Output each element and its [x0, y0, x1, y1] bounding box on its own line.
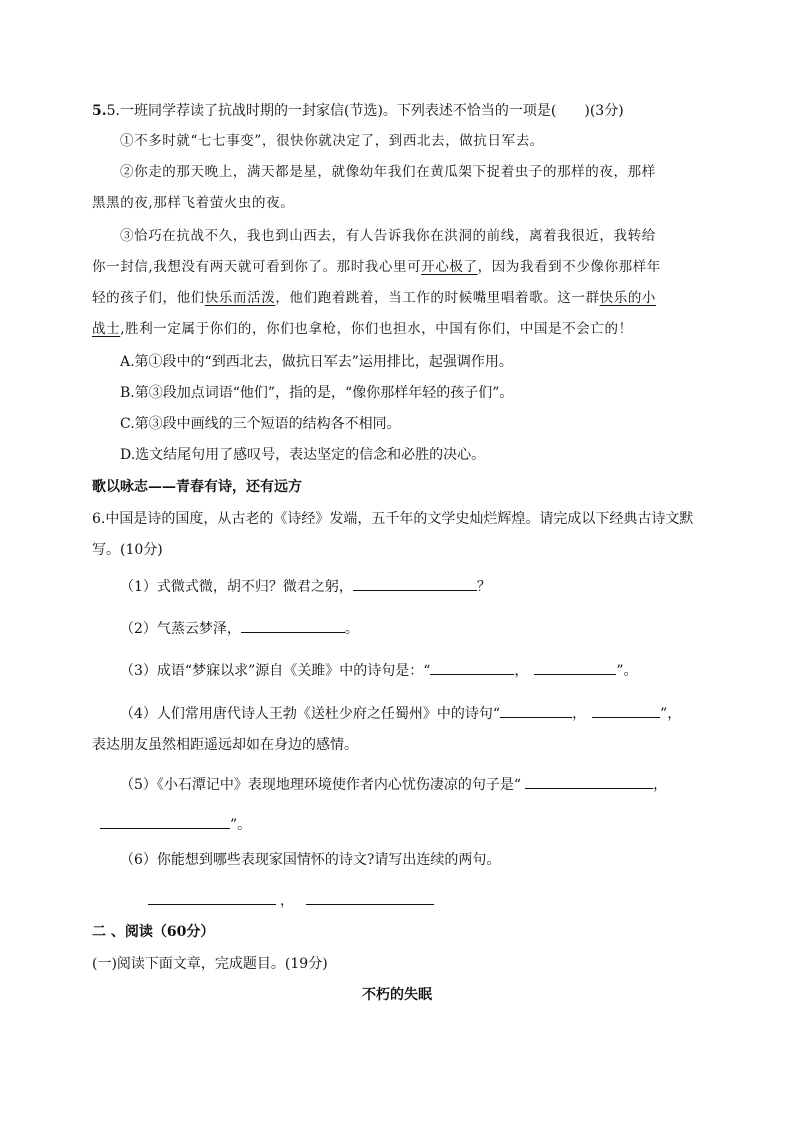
answer-blank-4b[interactable] [592, 703, 660, 718]
q6-item-1: （1）式微式微，胡不归？微君之躬， ？ [120, 576, 491, 597]
answer-blank-5a[interactable] [525, 774, 653, 789]
underlined-phrase-1: 开心极了 [421, 259, 478, 275]
q6-stem-a: 6.中国是诗的国度，从古老的《诗经》发端，五千年的文学史灿烂辉煌。请完成以下经典古诗文默 [92, 511, 694, 527]
q5-paragraph-2b: 黑黑的夜,那样飞着萤火虫的夜。 [92, 195, 295, 211]
q5-paragraph-1: ①不多时就“七七事变”，很快你就决定了，到西北去，做抗日军去。 [120, 133, 544, 149]
q5-option-b: B.第③段加点词语“他们”，指的是，“像你那样年轻的孩子们”。 [120, 385, 514, 401]
answer-blank-3a[interactable] [430, 660, 514, 675]
q5-paragraph-3d: 战士,胜利一定属于你们的，你们也拿枪，你们也担水，中国有你们，中国是不会亡的！ [92, 321, 633, 337]
answer-blank-3b[interactable] [534, 660, 616, 675]
q6-item-4: （4）人们常用唐代诗人王勃《送杜少府之任蜀州》中的诗句“ ， ”， [120, 703, 681, 724]
answer-blank-6a[interactable] [148, 890, 276, 905]
q6-item-5: （5）《小石潭记中》表现地理环境使作者内心忧伤凄凉的句子是“ ， [120, 774, 667, 795]
answer-blank-5b[interactable] [100, 814, 230, 829]
q5-option-a: A.第①段中的“到西北去，做抗日军去”运用排比，起强调作用。 [120, 354, 513, 370]
q6-item-2: （2）气蒸云梦泽， 。 [120, 618, 359, 639]
article-title: 不朽的失眠 [362, 987, 432, 1003]
section-reading-heading: 二 、阅读（60分） [92, 924, 215, 940]
answer-blank-2[interactable] [241, 618, 345, 633]
reading-subheading: (一)阅读下面文章，完成题目。(19分) [92, 956, 328, 972]
q6-item-3: （3）成语“梦寐以求”源自《关雎》中的诗句是：“ ， ”。 [120, 660, 638, 681]
q6-stem-b: 写。(10分) [92, 542, 163, 558]
underlined-phrase-3b: 战士 [92, 321, 121, 337]
q5-stem: 5.5.一班同学荐读了抗战时期的一封家信(节选)。下列表述不恰当的一项是( )(3分) [92, 103, 624, 119]
answer-blank-4a[interactable] [500, 703, 572, 718]
q5-paragraph-3b: 你一封信,我想没有两天就可看到你了。那时我心里可开心极了，因为我看到不少像你那样年 [92, 259, 661, 275]
answer-blank-1[interactable] [353, 576, 477, 591]
q5-option-c: C.第③段中画线的三个短语的结构各不相同。 [120, 416, 401, 432]
q6-item-5-continued: ”。 [100, 814, 251, 835]
q6-item-6: （6）你能想到哪些表现家国情怀的诗文?请写出连续的两句。 [120, 852, 501, 868]
q6-item-6-answers: ， [148, 890, 434, 911]
q6-item-4-continued: 表达朋友虽然相距遥远却如在身边的感情。 [92, 737, 358, 753]
q5-paragraph-3c: 轻的孩子们，他们快乐而活泼，他们跑着跳着，当工作的时候嘴里唱着歌。这一群快乐的小 [92, 290, 657, 306]
answer-blank-6b[interactable] [306, 890, 434, 905]
underlined-phrase-3a: 快乐的小 [599, 290, 657, 306]
section-poem-heading: 歌以咏志——青春有诗，还有远方 [92, 479, 302, 495]
q5-paragraph-2a: ②你走的那天晚上，满天都是星，就像幼年我们在黄瓜架下捉着虫子的那样的夜，那样 [120, 164, 656, 180]
q5-paragraph-3a: ③恰巧在抗战不久，我也到山西去，有人告诉我你在洪洞的前线，离着我很近，我转给 [120, 228, 656, 244]
underlined-phrase-2: 快乐而活泼 [204, 290, 276, 306]
q5-option-d: D.选文结尾句用了感叹号，表达坚定的信念和必胜的决心。 [120, 447, 486, 463]
q5-stem-text: 5.一班同学荐读了抗战时期的一封家信(节选)。下列表述不恰当的一项是( )(3分) [106, 103, 624, 119]
